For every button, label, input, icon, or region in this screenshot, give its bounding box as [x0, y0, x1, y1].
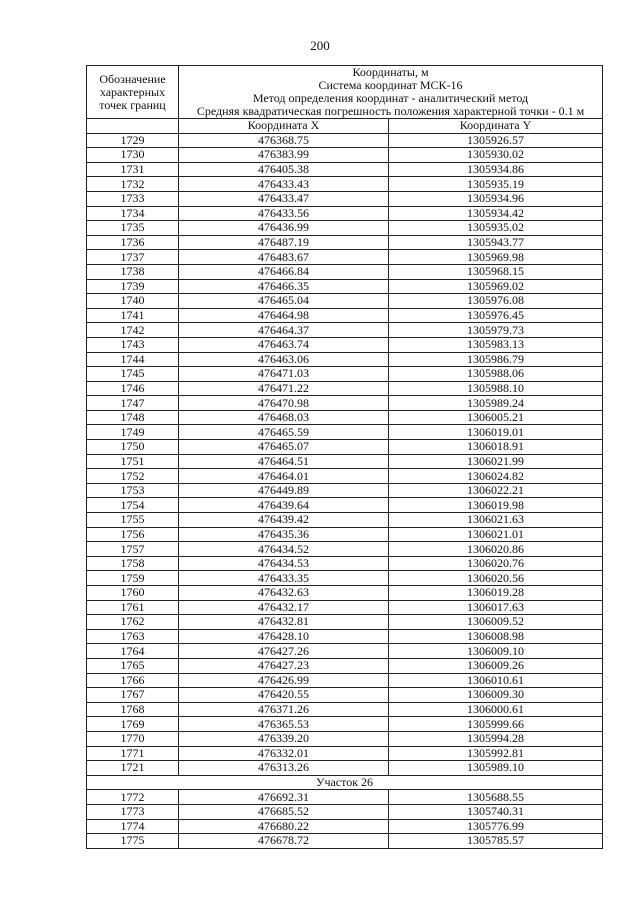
- table-row: [87, 162, 603, 177]
- coordinate-x-cell: 476339.20: [179, 731, 389, 746]
- point-number-cell: 1744: [87, 352, 179, 367]
- coordinate-x-cell: 476427.26: [179, 644, 389, 659]
- coordinate-y-cell: 1306017.63: [389, 600, 603, 615]
- point-number-cell: 1734: [87, 206, 179, 221]
- point-number-cell: 1775: [87, 834, 179, 849]
- coordinate-y-cell: 1305935.02: [389, 221, 603, 236]
- coordinate-x-cell: 476466.84: [179, 264, 389, 279]
- point-number-cell: 1750: [87, 440, 179, 455]
- table-row: [87, 250, 603, 265]
- coordinate-x-cell: 476692.31: [179, 790, 389, 805]
- table-row: [87, 454, 603, 469]
- coordinate-y-cell: 1306005.21: [389, 410, 603, 425]
- coordinate-x-cell: 476368.75: [179, 133, 389, 148]
- designation-header-line: точек границ: [99, 97, 166, 112]
- coordinate-x-cell: 476464.01: [179, 469, 389, 484]
- point-number-cell: 1735: [87, 221, 179, 236]
- column-x-label: Координата X: [179, 119, 389, 134]
- coordinate-y-cell: 1305983.13: [389, 337, 603, 352]
- coordinate-y-cell: 1305989.10: [389, 761, 603, 776]
- coordinate-x-cell: 476465.04: [179, 294, 389, 309]
- coordinate-x-cell: 476383.99: [179, 148, 389, 163]
- coordinate-y-cell: 1305740.31: [389, 804, 603, 819]
- coordinate-x-cell: 476470.98: [179, 396, 389, 411]
- coordinate-x-cell: 476436.99: [179, 221, 389, 236]
- coordinate-y-cell: 1306000.61: [389, 702, 603, 717]
- table-header-row: [87, 66, 603, 119]
- coordinate-x-cell: 476439.42: [179, 513, 389, 528]
- coordinate-y-cell: 1306021.01: [389, 527, 603, 542]
- table-row: [87, 337, 603, 352]
- table-row: [87, 206, 603, 221]
- point-number-cell: 1760: [87, 586, 179, 601]
- table-row: [87, 761, 603, 776]
- coordinate-x-cell: 476463.06: [179, 352, 389, 367]
- table-row: [87, 308, 603, 323]
- section-label: Участок 26: [87, 775, 603, 790]
- table-row: [87, 644, 603, 659]
- coordinate-x-cell: 476433.35: [179, 571, 389, 586]
- coordinate-y-cell: 1305930.02: [389, 148, 603, 163]
- point-number-cell: 1730: [87, 148, 179, 163]
- point-number-cell: 1765: [87, 658, 179, 673]
- table-row: [87, 819, 603, 834]
- coordinate-y-cell: 1305986.79: [389, 352, 603, 367]
- coordinate-y-cell: 1306024.82: [389, 469, 603, 484]
- coordinate-x-cell: 476449.89: [179, 483, 389, 498]
- table-row: [87, 615, 603, 630]
- coordinate-y-cell: 1305935.19: [389, 177, 603, 192]
- coordinate-y-cell: 1306008.98: [389, 629, 603, 644]
- table-row: [87, 629, 603, 644]
- coordinate-y-cell: 1305968.15: [389, 264, 603, 279]
- table-row: [87, 731, 603, 746]
- designation-header-line: Обозначение: [99, 71, 166, 86]
- coordinates-table-body: [87, 66, 603, 849]
- coordinate-y-cell: 1306022.21: [389, 483, 603, 498]
- coordinate-y-cell: 1305688.55: [389, 790, 603, 805]
- coordinate-x-cell: 476405.38: [179, 162, 389, 177]
- coordinate-y-cell: 1305926.57: [389, 133, 603, 148]
- coordinate-y-cell: 1305976.08: [389, 294, 603, 309]
- point-number-cell: 1743: [87, 337, 179, 352]
- coordinate-y-cell: 1305785.57: [389, 834, 603, 849]
- coordinate-x-cell: 476365.53: [179, 717, 389, 732]
- coordinate-x-cell: 476680.22: [179, 819, 389, 834]
- coordinate-y-cell: 1306020.56: [389, 571, 603, 586]
- coordinate-x-cell: 476487.19: [179, 235, 389, 250]
- point-number-cell: 1763: [87, 629, 179, 644]
- table-row: [87, 148, 603, 163]
- table-row: [87, 513, 603, 528]
- table-row: [87, 396, 603, 411]
- coordinate-x-cell: 476439.64: [179, 498, 389, 513]
- section-row: [87, 775, 603, 790]
- point-number-cell: 1748: [87, 410, 179, 425]
- point-number-cell: 1754: [87, 498, 179, 513]
- point-number-cell: 1774: [87, 819, 179, 834]
- coordinate-y-cell: 1305969.02: [389, 279, 603, 294]
- point-number-cell: 1753: [87, 483, 179, 498]
- point-number-cell: 1749: [87, 425, 179, 440]
- coordinate-y-cell: 1306019.01: [389, 425, 603, 440]
- coordinate-x-cell: 476466.35: [179, 279, 389, 294]
- coordinate-x-cell: 476433.43: [179, 177, 389, 192]
- point-number-cell: 1772: [87, 790, 179, 805]
- coordinate-x-cell: 476465.07: [179, 440, 389, 455]
- coordinate-x-cell: 476464.37: [179, 323, 389, 338]
- table-row: [87, 235, 603, 250]
- point-number-cell: 1769: [87, 717, 179, 732]
- coordinate-y-cell: 1306021.99: [389, 454, 603, 469]
- point-number-cell: 1738: [87, 264, 179, 279]
- coordinate-x-cell: 476432.63: [179, 586, 389, 601]
- coordinate-x-cell: 476426.99: [179, 673, 389, 688]
- point-number-cell: 1764: [87, 644, 179, 659]
- table-row: [87, 527, 603, 542]
- coordinate-x-cell: 476434.53: [179, 556, 389, 571]
- table-row: [87, 834, 603, 849]
- table-row: [87, 483, 603, 498]
- point-number-cell: 1759: [87, 571, 179, 586]
- designation-header-line: характерных: [99, 84, 166, 99]
- coordinate-y-cell: 1305999.66: [389, 717, 603, 732]
- table-row: [87, 440, 603, 455]
- point-number-cell: 1762: [87, 615, 179, 630]
- coordinate-x-cell: 476435.36: [179, 527, 389, 542]
- point-number-cell: 1766: [87, 673, 179, 688]
- coordinate-y-cell: 1305969.98: [389, 250, 603, 265]
- table-row: [87, 352, 603, 367]
- coordinate-y-cell: 1305992.81: [389, 746, 603, 761]
- coordinates-header: [179, 66, 603, 119]
- coordinate-x-cell: 476685.52: [179, 804, 389, 819]
- coordinate-x-cell: 476471.03: [179, 367, 389, 382]
- coordinate-y-cell: 1306009.30: [389, 688, 603, 703]
- coordinate-y-cell: 1306009.52: [389, 615, 603, 630]
- coordinate-x-cell: 476433.56: [179, 206, 389, 221]
- table-row: [87, 498, 603, 513]
- column-y-label: Координата Y: [389, 119, 603, 134]
- point-number-cell: 1737: [87, 250, 179, 265]
- page-number: 200: [310, 38, 330, 53]
- point-number-cell: 1732: [87, 177, 179, 192]
- coordinate-y-cell: 1305934.96: [389, 191, 603, 206]
- coordinate-x-cell: 476434.52: [179, 542, 389, 557]
- table-row: [87, 688, 603, 703]
- table-row: [87, 323, 603, 338]
- point-number-cell: 1721: [87, 761, 179, 776]
- coordinate-y-cell: 1305776.99: [389, 819, 603, 834]
- coordinate-y-cell: 1305988.06: [389, 367, 603, 382]
- coordinate-x-cell: 476420.55: [179, 688, 389, 703]
- coordinate-x-cell: 476678.72: [179, 834, 389, 849]
- table-row: [87, 600, 603, 615]
- table-row: [87, 717, 603, 732]
- coordinate-x-cell: 476483.67: [179, 250, 389, 265]
- table-row: [87, 790, 603, 805]
- empty-label-cell: [87, 119, 179, 134]
- coordinate-y-cell: 1305934.42: [389, 206, 603, 221]
- point-number-cell: 1751: [87, 454, 179, 469]
- coordinate-y-cell: 1306019.98: [389, 498, 603, 513]
- table-row: [87, 702, 603, 717]
- table-row: [87, 425, 603, 440]
- table-row: [87, 381, 603, 396]
- point-number-cell: 1740: [87, 294, 179, 309]
- coordinate-y-cell: 1306020.86: [389, 542, 603, 557]
- coordinate-x-cell: 476432.17: [179, 600, 389, 615]
- table-row: [87, 221, 603, 236]
- point-number-cell: 1773: [87, 804, 179, 819]
- coordinate-x-cell: 476464.98: [179, 308, 389, 323]
- coordinate-x-cell: 476465.59: [179, 425, 389, 440]
- table-row: [87, 542, 603, 557]
- point-number-cell: 1731: [87, 162, 179, 177]
- coordinate-y-cell: 1305989.24: [389, 396, 603, 411]
- point-number-cell: 1736: [87, 235, 179, 250]
- table-row: [87, 586, 603, 601]
- table-row: [87, 191, 603, 206]
- point-number-cell: 1755: [87, 513, 179, 528]
- table-row: [87, 746, 603, 761]
- coordinate-x-cell: 476464.51: [179, 454, 389, 469]
- table-row: [87, 571, 603, 586]
- point-number-cell: 1747: [87, 396, 179, 411]
- point-number-cell: 1761: [87, 600, 179, 615]
- table-row: [87, 804, 603, 819]
- point-number-cell: 1733: [87, 191, 179, 206]
- point-number-cell: 1768: [87, 702, 179, 717]
- coordinate-x-cell: 476313.26: [179, 761, 389, 776]
- coordinate-x-cell: 476427.23: [179, 658, 389, 673]
- coordinate-x-cell: 476463.74: [179, 337, 389, 352]
- coordinate-x-cell: 476371.26: [179, 702, 389, 717]
- table-row: [87, 658, 603, 673]
- point-number-cell: 1745: [87, 367, 179, 382]
- coordinate-x-cell: 476428.10: [179, 629, 389, 644]
- point-number-cell: 1746: [87, 381, 179, 396]
- table-row: [87, 673, 603, 688]
- point-number-cell: 1742: [87, 323, 179, 338]
- coordinate-y-cell: 1305988.10: [389, 381, 603, 396]
- table-row: [87, 264, 603, 279]
- coordinate-x-cell: 476471.22: [179, 381, 389, 396]
- coordinate-y-cell: 1305934.86: [389, 162, 603, 177]
- point-number-cell: 1752: [87, 469, 179, 484]
- point-number-cell: 1771: [87, 746, 179, 761]
- coordinates-header-line: Система координат МСК-16: [318, 78, 463, 92]
- point-number-cell: 1739: [87, 279, 179, 294]
- point-number-cell: 1767: [87, 688, 179, 703]
- point-number-cell: 1758: [87, 556, 179, 571]
- coordinates-header-line: Метод определения координат - аналитический метод: [252, 91, 529, 105]
- table-row: [87, 410, 603, 425]
- table-row: [87, 367, 603, 382]
- point-number-cell: 1757: [87, 542, 179, 557]
- coordinate-y-cell: 1305994.28: [389, 731, 603, 746]
- table-row: [87, 133, 603, 148]
- coordinates-table: [86, 65, 603, 849]
- point-number-cell: 1729: [87, 133, 179, 148]
- coordinate-x-cell: 476432.81: [179, 615, 389, 630]
- coordinate-y-cell: 1306020.76: [389, 556, 603, 571]
- coordinate-y-cell: 1305943.77: [389, 235, 603, 250]
- coordinate-y-cell: 1306019.28: [389, 586, 603, 601]
- table-row: [87, 469, 603, 484]
- point-number-cell: 1770: [87, 731, 179, 746]
- coordinate-y-cell: 1305976.45: [389, 308, 603, 323]
- coordinate-y-cell: 1306009.10: [389, 644, 603, 659]
- coordinates-header-line: Средняя квадратическая погрешность положения характерной точки - 0.1 м: [196, 104, 585, 118]
- coordinate-y-cell: 1305979.73: [389, 323, 603, 338]
- table-row: [87, 279, 603, 294]
- coordinate-y-cell: 1306009.26: [389, 658, 603, 673]
- coordinate-y-cell: 1306021.63: [389, 513, 603, 528]
- table-row: [87, 556, 603, 571]
- point-number-cell: 1756: [87, 527, 179, 542]
- table-row: [87, 294, 603, 309]
- point-number-cell: 1741: [87, 308, 179, 323]
- coordinates-header-line: Координаты, м: [352, 65, 429, 79]
- table-row: [87, 177, 603, 192]
- coordinate-y-cell: 1306018.91: [389, 440, 603, 455]
- designation-header: [87, 66, 179, 119]
- coordinate-x-cell: 476433.47: [179, 191, 389, 206]
- column-labels-row: [87, 119, 603, 134]
- coordinate-x-cell: 476468.03: [179, 410, 389, 425]
- coordinate-y-cell: 1306010.61: [389, 673, 603, 688]
- coordinate-x-cell: 476332.01: [179, 746, 389, 761]
